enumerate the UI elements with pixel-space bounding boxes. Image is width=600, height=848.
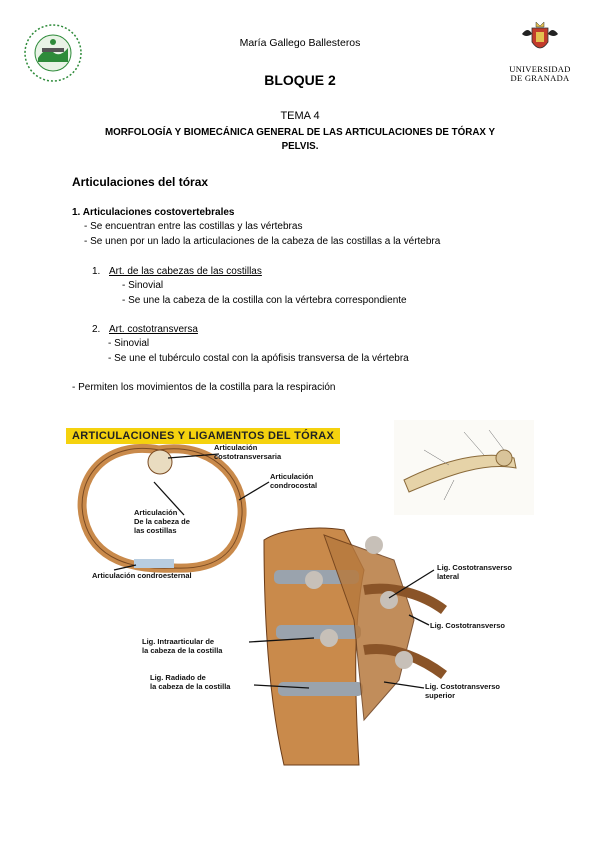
- label-line: superior: [425, 691, 456, 700]
- label-line: condrocostal: [270, 481, 318, 490]
- university-name-line1: UNIVERSIDAD: [509, 64, 571, 74]
- item2-number: 2.: [92, 324, 101, 335]
- author-name: María Gallego Ballesteros: [239, 37, 361, 49]
- label-line: Lig. Costotransverso: [425, 682, 501, 691]
- tema-title-line2: PELVIS.: [281, 141, 319, 152]
- label-condrocostal: [270, 472, 317, 490]
- label-line: Articulación: [134, 508, 178, 517]
- label-line: la cabeza de la costilla: [150, 682, 231, 691]
- figure-title: ARTICULACIONES Y LIGAMENTOS DEL TÓRAX: [66, 428, 340, 444]
- bullet-item: - Se encuentran entre las costillas y las vértebras: [84, 221, 303, 232]
- label-line: Lig. Radiado de: [150, 673, 206, 682]
- section-heading: Articulaciones del tórax: [72, 175, 209, 189]
- bullet-item: - Se unen por un lado la articulaciones de la cabeza de las costillas a la vértebra: [84, 236, 441, 247]
- vertebral-column: [264, 528, 444, 765]
- item1-point: - Se une la cabeza de la costilla con la vértebra correspondiente: [122, 295, 407, 306]
- sub-heading: 1. Articulaciones costovertebrales: [72, 207, 235, 218]
- label-line: la cabeza de la costilla: [142, 646, 223, 655]
- label-line: Articulación: [270, 472, 314, 481]
- label-line: De la cabeza de: [134, 517, 190, 526]
- bloque-heading: BLOQUE 2: [264, 72, 336, 88]
- tema-heading: TEMA 4: [280, 110, 320, 122]
- label-line: Lig. Costotransverso: [437, 563, 513, 572]
- coat-of-arms-icon: [500, 20, 580, 60]
- label-costotransversaria: [214, 443, 281, 461]
- item1-points: [122, 278, 407, 308]
- label-line: Articulación: [214, 443, 258, 452]
- rib-illustration: [394, 420, 534, 515]
- label-lig-intraarticular: [142, 637, 222, 655]
- item1-number: 1.: [92, 266, 101, 277]
- item2-title: Art. costotransversa: [109, 324, 198, 335]
- item2-points: [108, 336, 409, 366]
- label-line: Lig. Intraarticular de: [142, 637, 215, 646]
- item1-title: Art. de las cabezas de las costillas: [109, 266, 262, 277]
- item1-point: - Sinovial: [122, 280, 164, 291]
- item2-point: - Sinovial: [108, 338, 150, 349]
- label-lig-costotransverso-lateral: [437, 563, 512, 581]
- bullet-list: [84, 219, 440, 249]
- label-line: lateral: [437, 572, 460, 581]
- label-lig-costotransverso: Lig. Costotransverso: [430, 621, 506, 630]
- tema-title-line1: MORFOLOGÍA Y BIOMECÁNICA GENERAL DE LAS ARTICULACIONES DE TÓRAX Y: [104, 127, 496, 138]
- item2-point: - Se une el tubérculo costal con la apófisis transversa de la vértebra: [108, 353, 409, 364]
- label-cabeza-costillas: [134, 508, 190, 535]
- label-lig-radiado: [150, 673, 230, 691]
- label-lig-costotransverso-superior: [425, 682, 500, 700]
- university-name-line2: DE GRANADA: [510, 73, 570, 83]
- tema-title: [70, 126, 530, 154]
- label-line: costotransversaria: [214, 452, 282, 461]
- label-line: las costillas: [134, 526, 177, 535]
- closing-text: - Permiten los movimientos de la costilla para la respiración: [72, 382, 336, 393]
- label-condroesternal: Articulación condroesternal: [92, 571, 192, 580]
